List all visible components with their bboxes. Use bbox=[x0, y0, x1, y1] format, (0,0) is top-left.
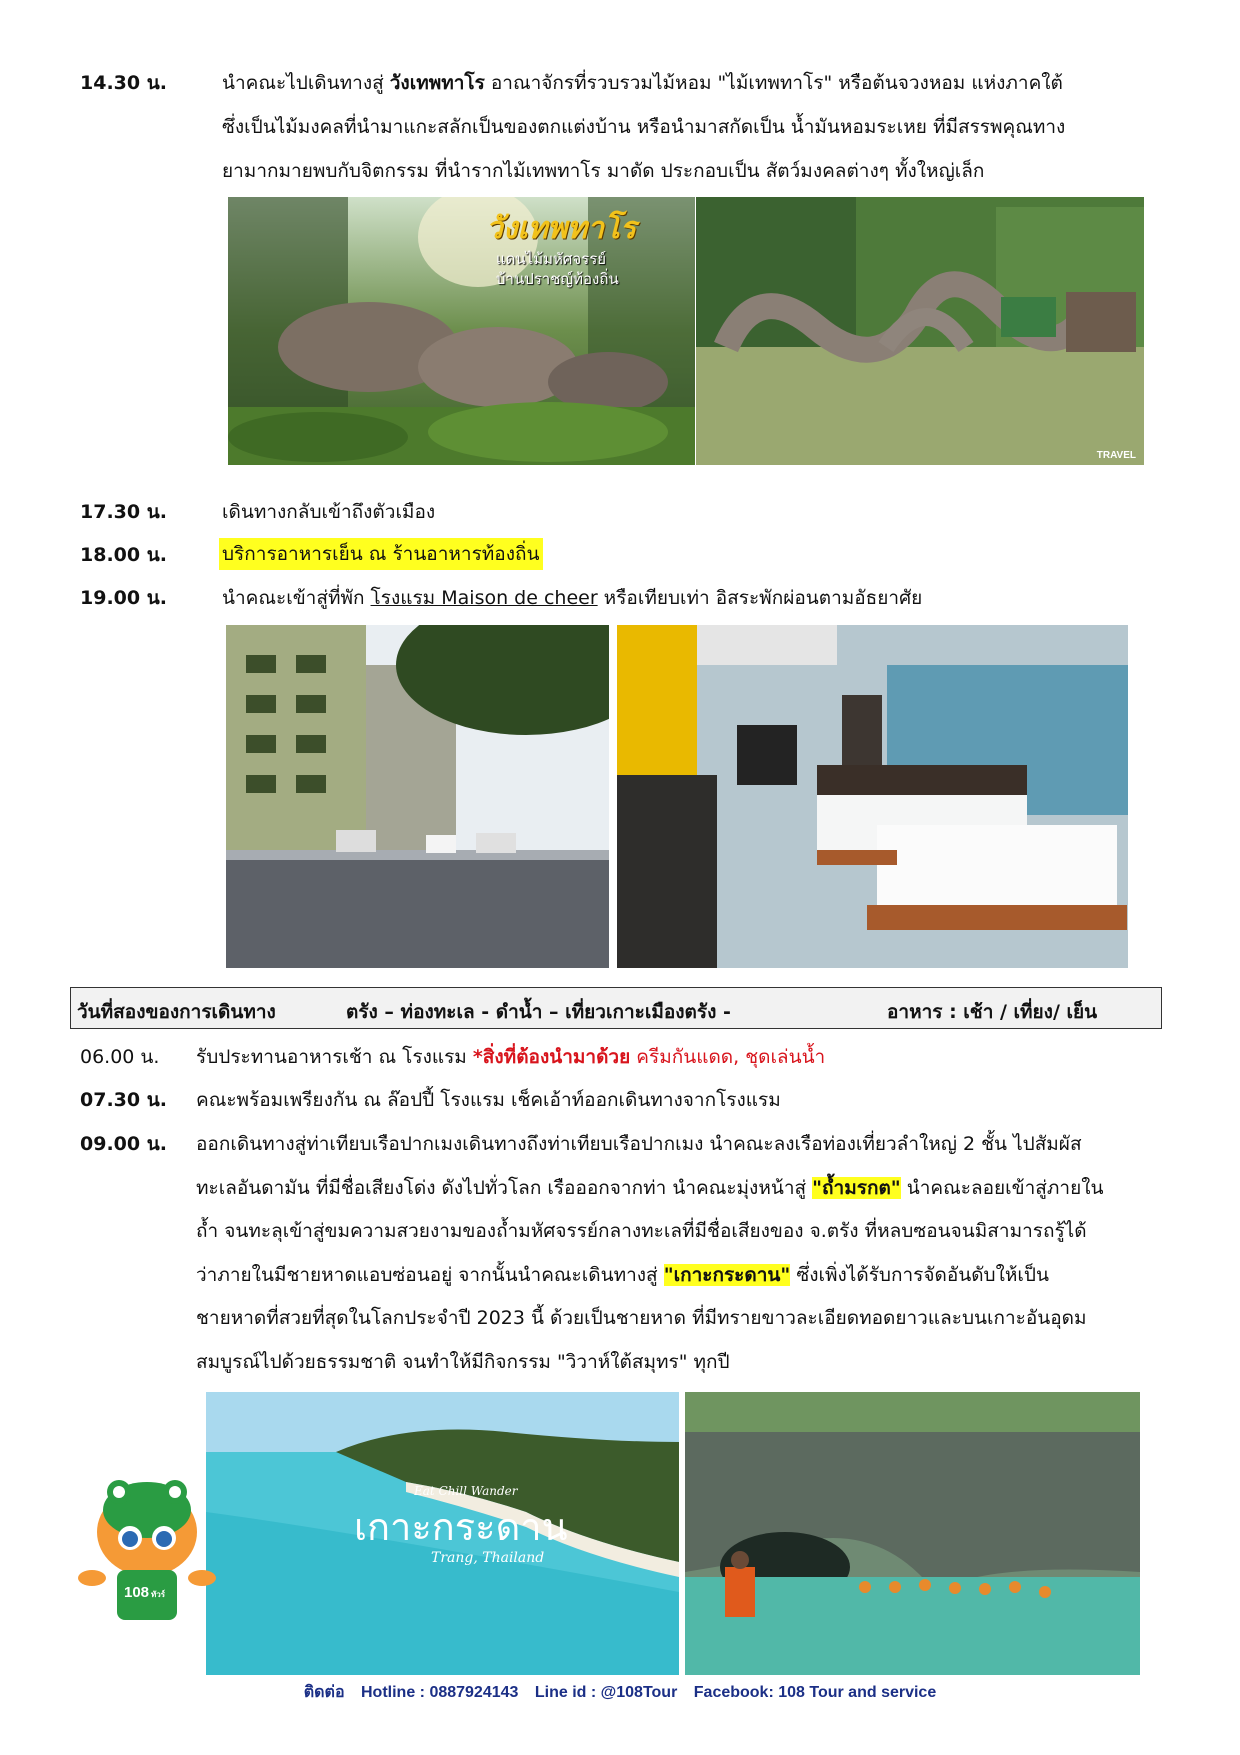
mascot-logo bbox=[72, 1470, 222, 1630]
emerald-cave-highlight: "ถ้ำมรกต" bbox=[812, 1177, 901, 1199]
desc-line: สมบูรณ์ไปด้วยธรรมชาติ จนทำให้มีกิจกรรม "วิวาห์ใต้สมุทร" ทุกปี bbox=[196, 1351, 730, 1373]
desc-line bbox=[196, 1260, 1049, 1290]
text: นำคณะไปเดินทางสู่ bbox=[222, 72, 390, 94]
time-0900: 09.00 น. bbox=[80, 1133, 167, 1155]
footer-contact bbox=[0, 1680, 1240, 1705]
mascot-badge bbox=[124, 1584, 165, 1601]
text: นำคณะลอยเข้าสู่ภายใน bbox=[900, 1177, 1104, 1199]
badge-text: ทัวร์ bbox=[151, 1590, 166, 1599]
desc-line: ชายหาดที่สวยที่สุดในโลกประจำปี 2023 นี้ ด้วยเป็นชายหาด ที่มีทรายขาวละเอียดทอดยาวและบนเกาะอันอุดม bbox=[196, 1307, 1087, 1329]
desc-line: เดินทางกลับเข้าถึงตัวเมือง bbox=[222, 501, 436, 523]
facebook: Facebook: 108 Tour and service bbox=[693, 1684, 937, 1701]
desc-line bbox=[196, 1173, 1103, 1203]
badge-number: 108 bbox=[124, 1584, 150, 1601]
text: อาณาจักรที่รวบรวมไม้หอม "ไม้เทพทาโร" หรือต้นจวงหอม แห่งภาคใต้ bbox=[484, 72, 1063, 94]
time-1430: 14.30 น. bbox=[80, 72, 167, 94]
text: หรือเทียบเท่า อิสระพักผ่อนตามอัธยาศัย bbox=[597, 587, 923, 609]
text: ว่าภายในมีชายหาดแอบซ่อนอยู่ จากนั้นนำคณะเดินทางสู่ bbox=[196, 1264, 664, 1286]
text: รับประทานอาหารเช้า ณ โรงแรม bbox=[196, 1046, 473, 1068]
desc-line: ซึ่งเป็นไม้มงคลที่นำมาแกะสลักเป็นของตกแต่งบ้าน หรือนำมาสกัดเป็น น้ำมันหอมระเหย ที่มีสรรพคุณทาง bbox=[222, 116, 1066, 138]
photo-subtitle: แดนไม้มหัศจรรย์ bbox=[496, 250, 607, 268]
hotel-name: โรงแรม Maison de cheer bbox=[370, 587, 598, 609]
hotline: Hotline : 0887924143 bbox=[361, 1684, 519, 1701]
contact-label: ติดต่อ bbox=[303, 1684, 345, 1701]
line-id: Line id : @108Tour bbox=[534, 1684, 678, 1701]
day2-title: วันที่สองของการเดินทาง bbox=[77, 1001, 276, 1023]
photo-wang-thepthao-2 bbox=[696, 197, 1144, 465]
mascot-illustration bbox=[72, 1470, 222, 1630]
bring-items-label: *สิ่งที่ต้องนำมาด้วย bbox=[472, 1046, 631, 1068]
desc-line bbox=[222, 68, 1063, 98]
koh-kradan-highlight: "เกาะกระดาน" bbox=[663, 1264, 791, 1286]
photo-koh-kradan bbox=[206, 1392, 679, 1675]
time-1900: 19.00 น. bbox=[80, 587, 167, 609]
photo-emerald-cave bbox=[685, 1392, 1140, 1675]
desc-line bbox=[222, 583, 922, 613]
photo-subtitle: Trang, Thailand bbox=[431, 1550, 545, 1566]
desc-line: ออกเดินทางสู่ท่าเทียบเรือปากเมงเดินทางถึงท่าเทียบเรือปากเมง นำคณะลงเรือท่องเที่ยวลำใหญ่ 2 ชั้น ไปสัมผัส bbox=[196, 1133, 1082, 1155]
photo-title: เกาะกระดาน bbox=[354, 1505, 568, 1549]
desc-line: ถ้ำ จนทะลุเข้าสู่ขมความสวยงามของถ้ำมหัศจรรย์กลางทะเลที่มีชื่อเสียงของ จ.ตรัง ที่หลบซอนจนมิสามารถรู้ได้ bbox=[196, 1220, 1087, 1242]
bring-items: ครีมกันแดด, ชุดเล่นน้ำ bbox=[630, 1046, 826, 1068]
dinner-highlight: บริการอาหารเย็น ณ ร้านอาหารท้องถิ่น bbox=[219, 538, 543, 570]
time-0730: 07.30 น. bbox=[80, 1089, 167, 1111]
photo-subtitle: บ้านปราชญ์ท้องถิ่น bbox=[496, 270, 619, 288]
day2-header bbox=[70, 987, 1162, 1029]
desc-line bbox=[196, 1042, 825, 1072]
time-1800: 18.00 น. bbox=[80, 544, 167, 566]
photo-small-caption: Eat Chill Wander bbox=[414, 1484, 518, 1498]
photo-hotel-exterior bbox=[226, 625, 609, 968]
place-name: วังเทพทาโร bbox=[389, 72, 485, 94]
day2-meals: อาหาร : เช้า / เที่ยง/ เย็น bbox=[887, 1001, 1098, 1023]
travel-badge: TRAVEL bbox=[1096, 450, 1136, 461]
text: ซึ่งเพิ่งได้รับการจัดอันดับให้เป็น bbox=[790, 1264, 1049, 1286]
photo-title: วังเทพทาโร bbox=[486, 211, 637, 246]
text: ทะเลอันดามัน ที่มีชื่อเสียงโด่ง ดังไปทั่วโลก เรือออกจากท่า นำคณะมุ่งหน้าสู่ bbox=[196, 1177, 813, 1199]
desc-line: ยามากมายพบกับจิตกรรม ที่นำรากไม้เทพทาโร มาดัด ประกอบเป็น สัตว์มงคลต่างๆ ทั้งใหญ่เล็ก bbox=[222, 160, 985, 182]
desc-line: คณะพร้อมเพรียงกัน ณ ล๊อปปี้ โรงแรม เช็คเอ้าท์ออกเดินทางจากโรงแรม bbox=[196, 1089, 781, 1111]
time-1730: 17.30 น. bbox=[80, 501, 167, 523]
day2-route: ตรัง – ท่องทะเล - ดำน้ำ – เที่ยวเกาะเมืองตรัง - bbox=[346, 1001, 731, 1023]
photo-wang-thepthao-1 bbox=[228, 197, 695, 465]
text: นำคณะเข้าสู่ที่พัก bbox=[222, 587, 371, 609]
time-0600: 06.00 น. bbox=[80, 1046, 160, 1068]
photo-hotel-room bbox=[617, 625, 1128, 968]
